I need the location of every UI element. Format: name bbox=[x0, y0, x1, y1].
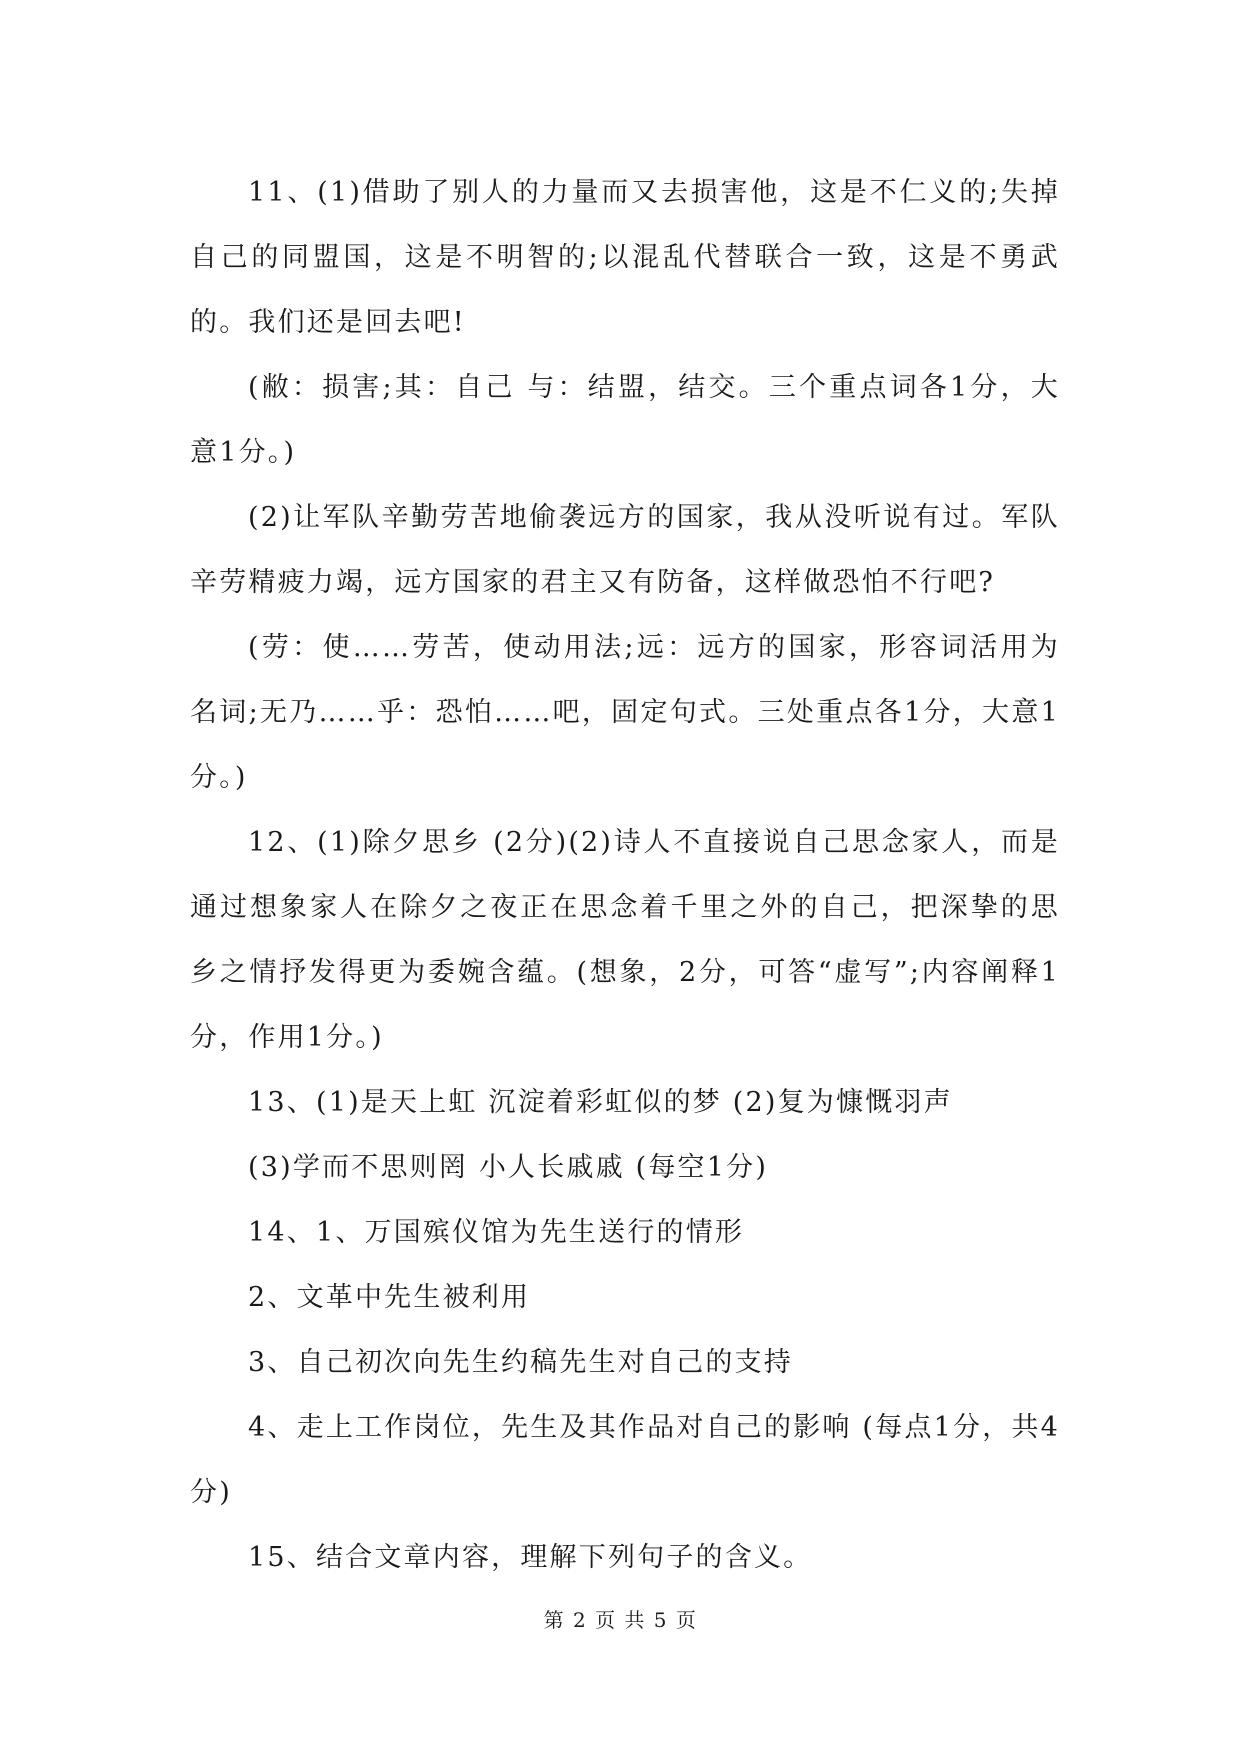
page-number-footer: 第 2 页 共 5 页 bbox=[543, 1608, 698, 1632]
paragraph-q14-point1: 14、1、万国殡仪馆为先生送行的情形 bbox=[248, 1217, 745, 1248]
paragraph-q11-part1: 11、(1)借助了别人的力量而又去损害他，这是不仁义的;失掉自己的同盟国，这是不明智的;以混乱代替联合一致，这是不勇武的。我们还是回去吧! bbox=[190, 177, 1060, 338]
paragraph-q14-point3: 3、自己初次向先生约稿先生对自己的支持 bbox=[248, 1347, 793, 1378]
paragraph-q14-point4: 4、走上工作岗位，先生及其作品对自己的影响 (每点1分，共4分) bbox=[190, 1412, 1060, 1508]
paragraph-q13-line2: (3)学而不思则罔 小人长戚戚 (每空1分) bbox=[248, 1152, 769, 1183]
paragraph-q13-line1: 13、(1)是天上虹 沉淀着彩虹似的梦 (2)复为慷慨羽声 bbox=[248, 1087, 953, 1118]
paragraph-q14-point2: 2、文革中先生被利用 bbox=[248, 1282, 531, 1313]
paragraph-q12: 12、(1)除夕思乡 (2分)(2)诗人不直接说自己思念家人，而是通过想象家人在除夕之夜正在思念着千里之外的自己，把深挚的思乡之情抒发得更为委婉含蕴。(想象，2分，可答“虚写”;内容阐释1分，作用1分。) bbox=[190, 827, 1060, 1053]
paragraph-q11-note2: (劳：使……劳苦，使动用法;远：远方的国家，形容词活用为名词;无乃……乎：恐怕……吧，固定句式。三处重点各1分，大意1分。) bbox=[190, 632, 1060, 793]
paragraph-q11-part2: (2)让军队辛勤劳苦地偷袭远方的国家，我从没听说有过。军队辛劳精疲力竭，远方国家的君主又有防备，这样做恐怕不行吧? bbox=[190, 502, 1060, 598]
paragraph-q15: 15、结合文章内容，理解下列句子的含义。 bbox=[248, 1542, 813, 1573]
answer-text-body bbox=[190, 160, 1060, 1590]
paragraph-q11-note1: (敝：损害;其：自己 与：结盟，结交。三个重点词各1分，大意1分。) bbox=[190, 372, 1060, 468]
